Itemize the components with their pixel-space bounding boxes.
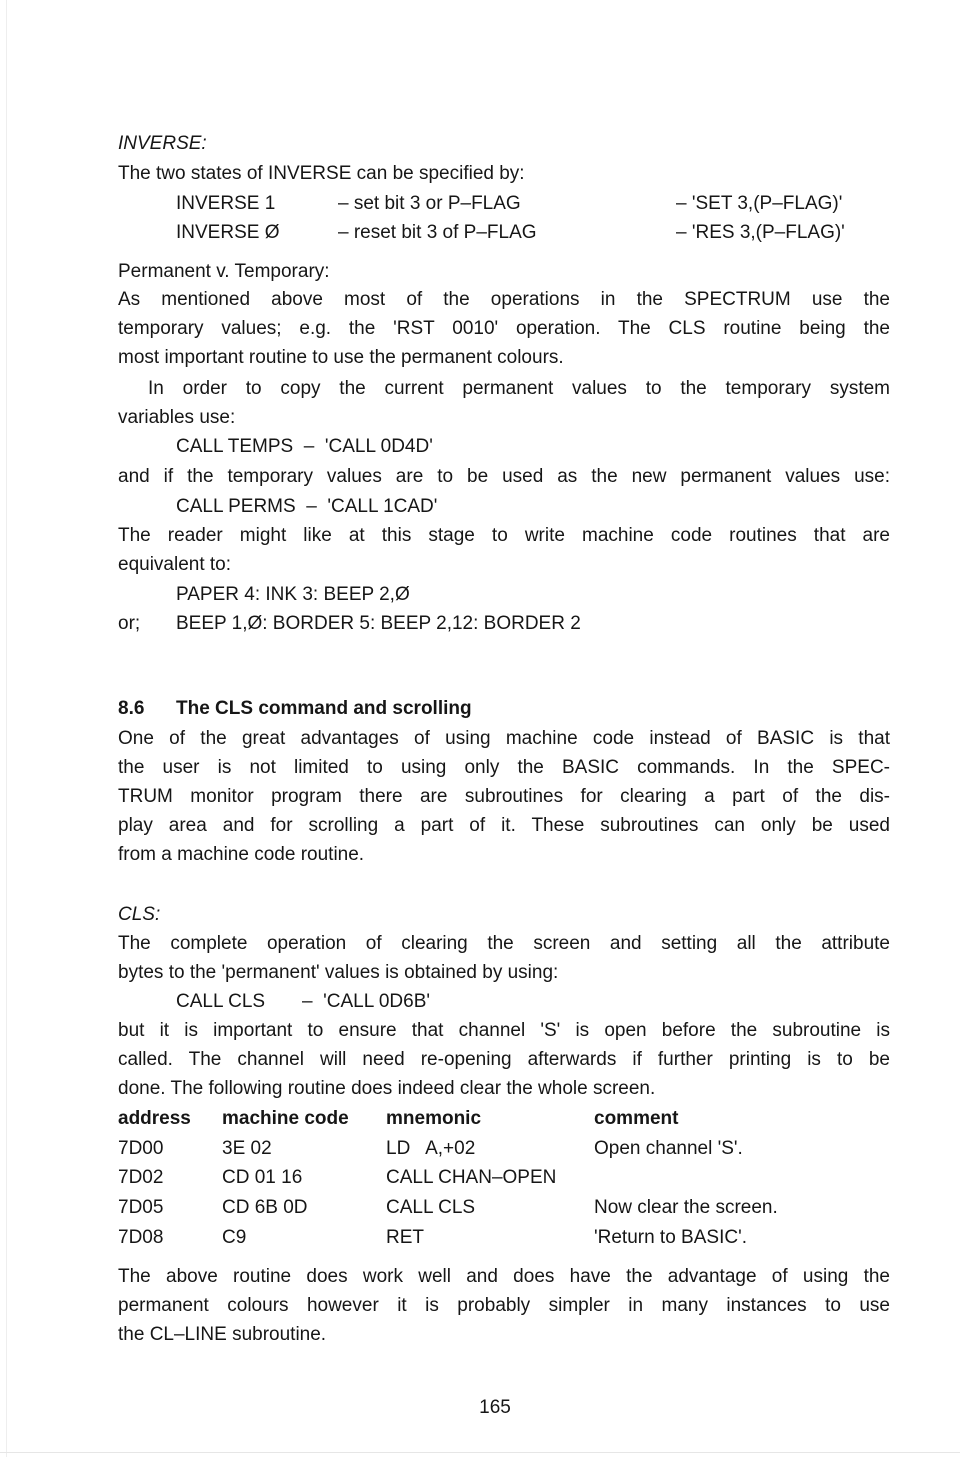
inverse-cmd: INVERSE 1 — [176, 193, 276, 214]
inverse-desc: – set bit 3 or P–FLAG — [338, 193, 521, 214]
paragraph-line: the user is not limited to using only the BASIC commands. In the SPEC- — [118, 757, 890, 778]
cell-address: 7D08 — [118, 1227, 164, 1248]
paragraph-line: from a machine code routine. — [118, 844, 365, 865]
paragraph-line: and if the temporary values are to be used as the new permanent values use: — [118, 466, 890, 487]
paragraph-line: equivalent to: — [118, 554, 232, 575]
paragraph-line: bytes to the 'permanent' values is obtained by using: — [118, 962, 559, 983]
cls-heading: CLS: — [118, 904, 161, 925]
cell-mnemonic: RET — [386, 1227, 424, 1248]
cell-machine-code: CD 01 16 — [222, 1167, 303, 1188]
paragraph-line: The complete operation of clearing the screen and setting all the attribute — [118, 933, 890, 954]
paragraph-line: TRUM monitor program there are subroutines for clearing a part of the dis- — [118, 786, 890, 807]
inverse-row-1 — [0, 192, 970, 216]
cell-mnemonic: CALL CHAN–OPEN — [386, 1167, 557, 1188]
paragraph-line: The reader might like at this stage to write machine code routines that are — [118, 525, 890, 546]
page-number: 165 — [479, 1397, 511, 1418]
call-temps-line: CALL TEMPS – 'CALL 0D4D' — [176, 436, 433, 457]
cell-machine-code: C9 — [222, 1227, 247, 1248]
inverse-intro: The two states of INVERSE can be specified by: — [118, 163, 525, 184]
paragraph-line: In order to copy the current permanent values to the temporary system — [148, 378, 890, 399]
paragraph-line: variables use: — [118, 407, 236, 428]
cell-address: 7D02 — [118, 1167, 164, 1188]
header-address: address — [118, 1108, 191, 1129]
cell-comment: Open channel 'S'. — [594, 1138, 743, 1159]
cell-machine-code: 3E 02 — [222, 1138, 272, 1159]
cell-comment: 'Return to BASIC'. — [594, 1227, 747, 1248]
permanent-heading: Permanent v. Temporary: — [118, 261, 330, 282]
inverse-row-2 — [0, 221, 970, 245]
inverse-desc: – reset bit 3 of P–FLAG — [338, 222, 537, 243]
header-machine-code: machine code — [222, 1108, 349, 1129]
paragraph-line: As mentioned above most of the operations in the SPECTRUM use the — [118, 289, 890, 310]
page-edge-bottom — [0, 1452, 960, 1453]
paragraph-line: most important routine to use the permanent colours. — [118, 347, 564, 368]
header-mnemonic: mnemonic — [386, 1108, 482, 1129]
header-comment: comment — [594, 1108, 679, 1129]
section-title: The CLS command and scrolling — [176, 698, 472, 719]
cell-mnemonic: CALL CLS — [386, 1197, 476, 1218]
paragraph-line: One of the great advantages of using machine code instead of BASIC is that — [118, 728, 890, 749]
or-label: or; — [118, 613, 141, 634]
cell-machine-code: CD 6B 0D — [222, 1197, 308, 1218]
example-line: PAPER 4: INK 3: BEEP 2,Ø — [176, 584, 410, 605]
cell-address: 7D00 — [118, 1138, 164, 1159]
paragraph-line: called. The channel will need re-opening afterwards if further printing is to be — [118, 1049, 890, 1070]
paragraph-line: the CL–LINE subroutine. — [118, 1324, 327, 1345]
cell-comment: Now clear the screen. — [594, 1197, 778, 1218]
cell-address: 7D05 — [118, 1197, 164, 1218]
paragraph-line: play area and for scrolling a part of it. These subroutines can only be used — [118, 815, 890, 836]
example-line: BEEP 1,Ø: BORDER 5: BEEP 2,12: BORDER 2 — [176, 613, 581, 634]
section-number: 8.6 — [118, 698, 145, 719]
inverse-heading: INVERSE: — [118, 133, 207, 154]
call-cls-line: CALL CLS – 'CALL 0D6B' — [176, 991, 431, 1012]
page-edge-left — [6, 0, 7, 1457]
inverse-code: – 'RES 3,(P–FLAG)' — [676, 222, 845, 243]
paragraph-line: done. The following routine does indeed clear the whole screen. — [118, 1078, 656, 1099]
paragraph-line: The above routine does work well and does have the advantage of using the — [118, 1266, 890, 1287]
inverse-code: – 'SET 3,(P–FLAG)' — [676, 193, 843, 214]
call-perms-line: CALL PERMS – 'CALL 1CAD' — [176, 496, 438, 517]
paragraph-line: permanent colours however it is probably simpler in many instances to use — [118, 1295, 890, 1316]
cell-mnemonic: LD A,+02 — [386, 1138, 476, 1159]
paragraph-line: but it is important to ensure that channel 'S' is open before the subroutine is — [118, 1020, 890, 1041]
inverse-cmd: INVERSE Ø — [176, 222, 280, 243]
paragraph-line: temporary values; e.g. the 'RST 0010' operation. The CLS routine being the — [118, 318, 890, 339]
